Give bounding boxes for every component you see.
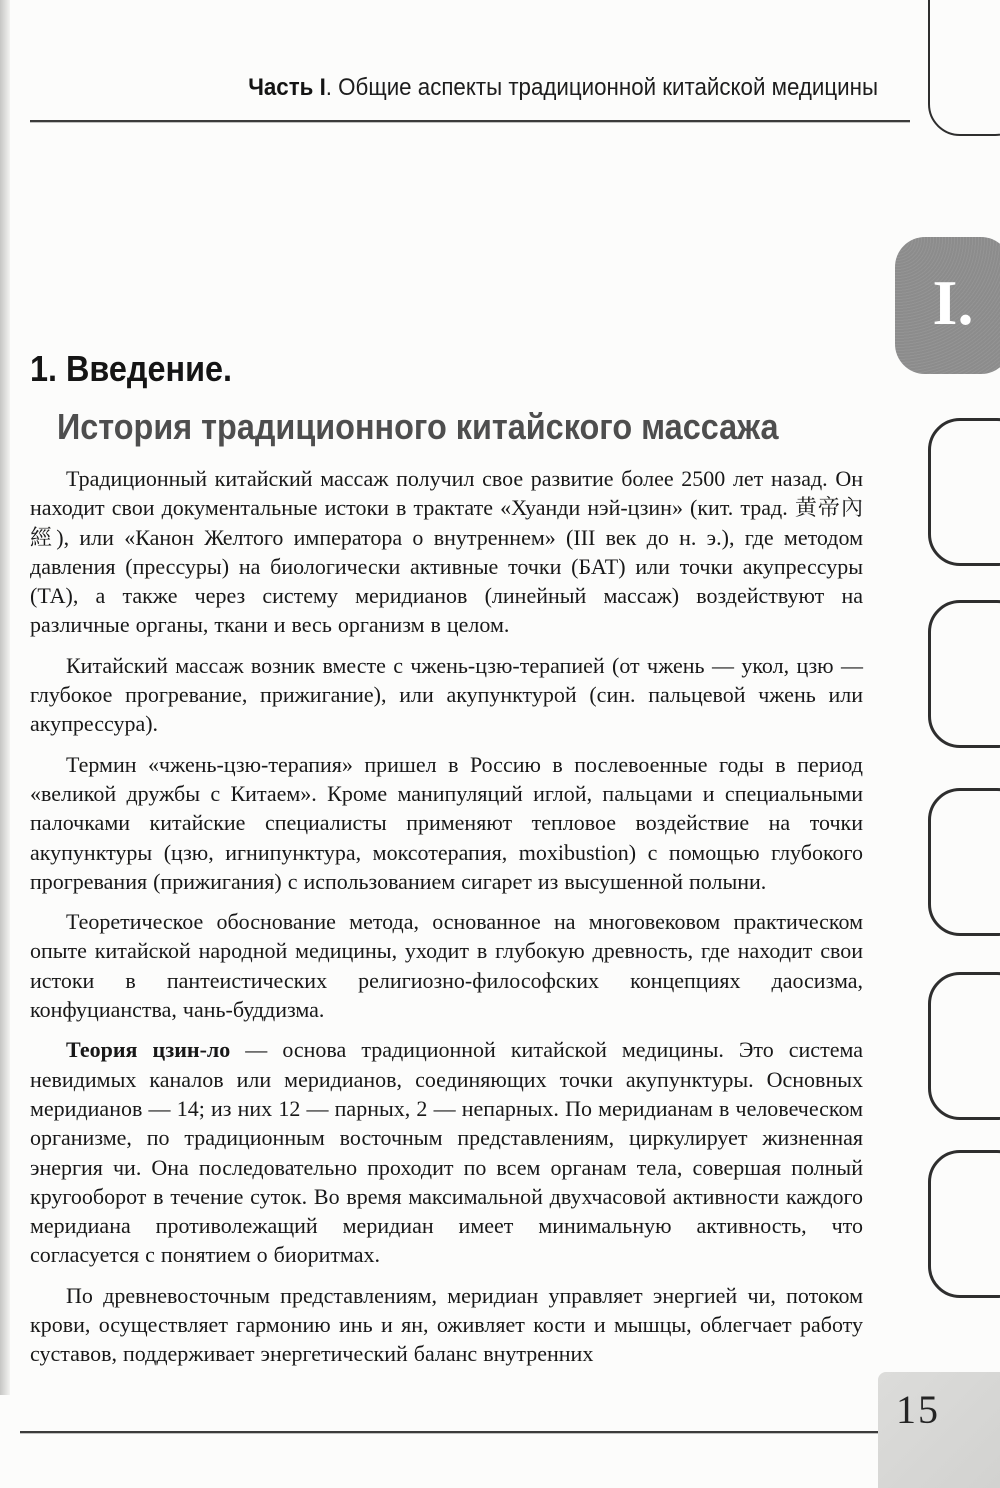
- chapter-tab-outline: [928, 788, 1000, 936]
- paragraph-5-rest: — основа традиционной китайской медицины. Это система невидимых каналов или меридианов, соединяющих точки акупунктуры. Основных меридианов — 14; из них 12 — парных, 2 — непарных. По меридианам в человеческом организме, по традиционным восточным представлениям, циркулирует жизненная энергия чи. Она последовательно проходит по всем органам тела, совершая полный кругооборот в течение суток. Во время максимальной двухчасовой активности каждого меридиана противолежащий меридиан имеет минимальную активность, что согласуется с понятием о биоритмах.: [30, 1037, 863, 1268]
- header-rule: [30, 120, 910, 122]
- chapter-heading: [30, 348, 859, 448]
- running-head-title: . Общие аспекты традиционной китайской медицины: [325, 74, 878, 101]
- chapter-tab-outline: [928, 972, 1000, 1120]
- paragraph-5: [30, 1035, 863, 1269]
- chapter-tab-label: I.: [932, 266, 974, 338]
- page-number: 15: [896, 1387, 940, 1432]
- paragraph-6: По древневосточным представлениям, меридиан управляет энергией чи, потоком крови, осуществляет гармонию инь и ян, оживляет кости и мышцы, облегчает работу суставов, поддерживает энергетический баланс внутренних: [30, 1282, 863, 1367]
- paragraph-4: Теоретическое обоснование метода, основанное на многовековом практическом опыте китайской народной медицины, уходит в глубокую древность, где находит свои истоки в пантеистических религиозно-философских концепциях даосизма, конфуцианства, чань-буддизма.: [30, 909, 863, 1023]
- page-number-box: [878, 1372, 1000, 1488]
- chapter-tab-outline: [928, 1150, 1000, 1298]
- scan-edge-artifact: [0, 0, 10, 1395]
- paragraph-1: Традиционный китайский массаж получил свое развитие более 2500 лет назад. Он находит свои документальные истоки в трактате «Хуанди нэй-цзин» (кит. трад. 黄帝內經), или «Канон Желтого императора о внутреннем» (III век до н. э.), где методом давления (прессуры) на биологически активные точки (БАТ) или точки акупрессуры (ТА), а также через систему меридианов (линейный массаж) воздействуют на различные органы, ткани и весь организм в целом.: [30, 466, 863, 638]
- paragraph-2: Китайский массаж возник вместе с чжень-цзю-терапией (от чжень — укол, цзю — глубокое прогревание, прижигание), или акупунктурой (син. пальцевой чжень или акупрессура).: [30, 652, 863, 737]
- paragraph-3: Термин «чжень-цзю-терапия» пришел в Россию в послевоенные годы в период «великой дружбы с Китаем». Кроме манипуляций иглой, пальцами и специальными палочками китайские специалисты применяют тепловое воздействие на точки акупунктуры (цзю, игнипунктура, моксотерапия, moxibustion) с помощью глубокого прогревания (прижигания) с использованием сигарет из высушенной полыни.: [30, 751, 863, 894]
- chapter-tab-outline: [928, 600, 1000, 748]
- running-head: [61, 74, 878, 102]
- chapter-tab-current: [895, 237, 1000, 374]
- chapter-heading-number: 1. Введение.: [30, 348, 233, 389]
- body-text: [30, 464, 863, 1380]
- footer-rule: [20, 1431, 880, 1433]
- chapter-heading-title: История традиционного китайского массажа: [57, 406, 779, 447]
- running-head-part: Часть I: [248, 74, 326, 101]
- chapter-tab-outline: [928, 418, 1000, 566]
- chapter-tab-outline-top: [928, 0, 1000, 136]
- paragraph-5-lead: Теория цзин-ло: [66, 1037, 231, 1063]
